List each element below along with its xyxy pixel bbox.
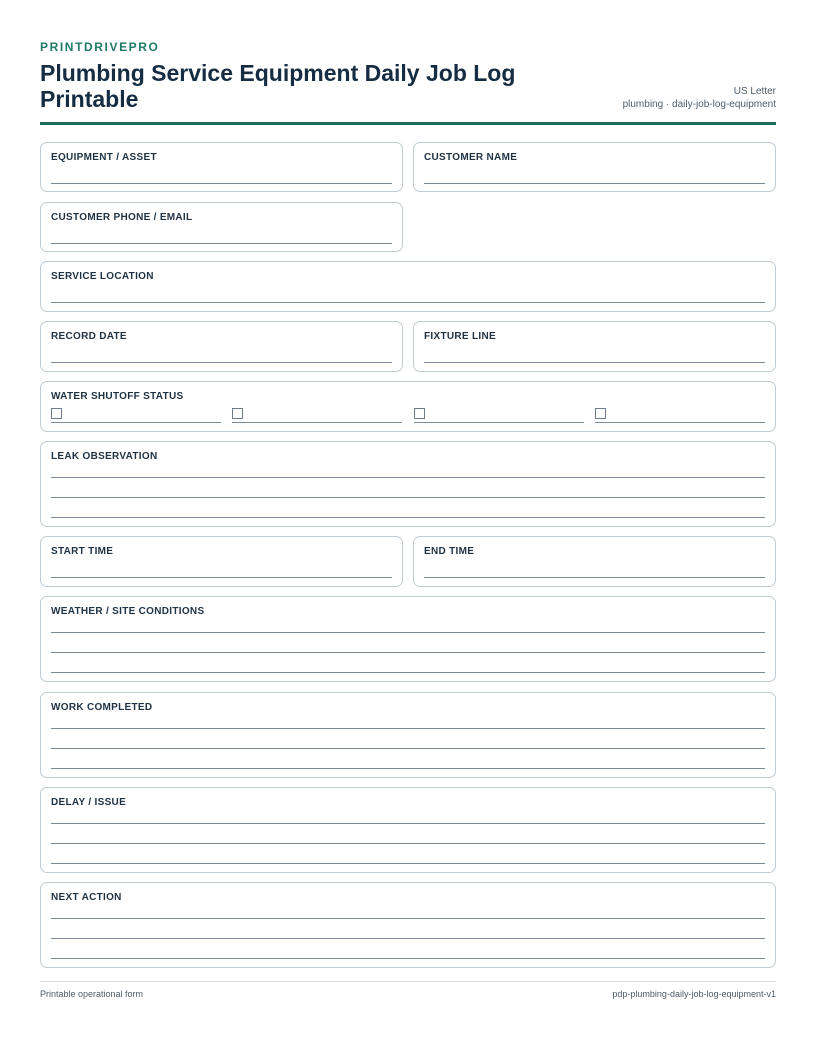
weather-site-conditions-line-3[interactable] — [51, 672, 765, 673]
water-shutoff-status-label: WATER SHUTOFF STATUS — [51, 391, 184, 402]
end-time-label: END TIME — [424, 546, 475, 557]
shutoff-option-line-3[interactable] — [414, 422, 584, 423]
start-time-field[interactable] — [40, 536, 403, 587]
work-completed-label: WORK COMPLETED — [51, 702, 153, 713]
next-action-field[interactable] — [40, 882, 776, 968]
leak-observation-line-3[interactable] — [51, 517, 765, 518]
shutoff-option-line-1[interactable] — [51, 422, 221, 423]
record-date-write-line[interactable] — [51, 362, 392, 363]
leak-observation-line-1[interactable] — [51, 477, 765, 478]
record-date-label: RECORD DATE — [51, 331, 127, 342]
customer-phone-email-write-line[interactable] — [51, 243, 392, 244]
footer-divider — [40, 981, 776, 982]
weather-site-conditions-line-1[interactable] — [51, 632, 765, 633]
end-time-write-line[interactable] — [424, 577, 765, 578]
footer-left-text: Printable operational form — [40, 989, 144, 999]
fixture-line-label: FIXTURE LINE — [424, 331, 496, 342]
customer-name-write-line[interactable] — [424, 183, 765, 184]
next-action-line-3[interactable] — [51, 958, 765, 959]
equipment-asset-write-line[interactable] — [51, 183, 392, 184]
weather-site-conditions-field[interactable] — [40, 596, 776, 682]
service-location-label: SERVICE LOCATION — [51, 271, 154, 282]
next-action-label: NEXT ACTION — [51, 892, 122, 903]
work-completed-line-1[interactable] — [51, 728, 765, 729]
work-completed-line-2[interactable] — [51, 748, 765, 749]
start-time-write-line[interactable] — [51, 577, 392, 578]
leak-observation-label: LEAK OBSERVATION — [51, 451, 158, 462]
header-rule — [40, 122, 776, 125]
end-time-field[interactable] — [413, 536, 776, 587]
start-time-label: START TIME — [51, 546, 114, 557]
equipment-asset-field[interactable] — [40, 142, 403, 192]
leak-observation-line-2[interactable] — [51, 497, 765, 498]
document-slug: plumbing · daily-job-log-equipment — [622, 99, 776, 110]
customer-phone-email-label: CUSTOMER PHONE / EMAIL — [51, 212, 193, 223]
shutoff-option-line-2[interactable] — [232, 422, 402, 423]
record-date-field[interactable] — [40, 321, 403, 372]
next-action-line-2[interactable] — [51, 938, 765, 939]
service-location-write-line[interactable] — [51, 302, 765, 303]
leak-observation-field[interactable] — [40, 441, 776, 527]
shutoff-checkbox-2[interactable] — [232, 408, 243, 419]
page-title: Plumbing Service Equipment Daily Job Log Printable — [40, 60, 516, 112]
equipment-asset-label: EQUIPMENT / ASSET — [51, 152, 157, 163]
delay-issue-label: DELAY / ISSUE — [51, 797, 127, 808]
fixture-line-field[interactable] — [413, 321, 776, 372]
document-meta — [623, 85, 776, 111]
weather-site-conditions-label: WEATHER / SITE CONDITIONS — [51, 606, 205, 617]
shutoff-checkbox-1[interactable] — [51, 408, 62, 419]
shutoff-option-line-4[interactable] — [595, 422, 765, 423]
work-completed-line-3[interactable] — [51, 768, 765, 769]
customer-phone-email-field[interactable] — [40, 202, 403, 252]
water-shutoff-status-field — [40, 381, 776, 432]
delay-issue-field[interactable] — [40, 787, 776, 873]
footer-form-id: pdp-plumbing-daily-job-log-equipment-v1 — [612, 989, 776, 999]
weather-site-conditions-line-2[interactable] — [51, 652, 765, 653]
next-action-line-1[interactable] — [51, 918, 765, 919]
paper-size: US Letter — [733, 86, 776, 97]
delay-issue-line-2[interactable] — [51, 843, 765, 844]
shutoff-checkbox-3[interactable] — [414, 408, 425, 419]
service-location-field[interactable] — [40, 261, 776, 312]
delay-issue-line-1[interactable] — [51, 823, 765, 824]
customer-name-field[interactable] — [413, 142, 776, 192]
work-completed-field[interactable] — [40, 692, 776, 778]
shutoff-checkbox-4[interactable] — [595, 408, 606, 419]
fixture-line-write-line[interactable] — [424, 362, 765, 363]
brand-name: PRINTDRIVEPRO — [40, 40, 160, 54]
customer-name-label: CUSTOMER NAME — [424, 152, 518, 163]
delay-issue-line-3[interactable] — [51, 863, 765, 864]
